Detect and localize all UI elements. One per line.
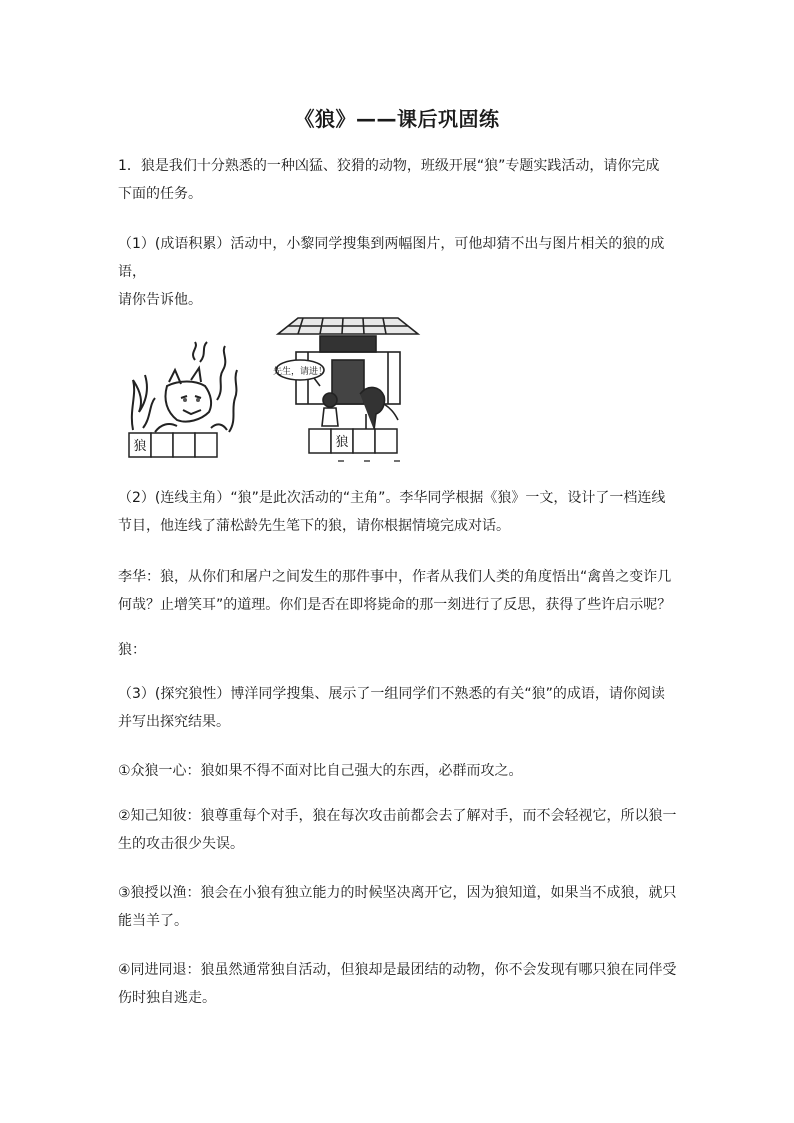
page-title: 《狼》——课后巩固练: [294, 107, 500, 131]
wolf-fire-illustration: [125, 340, 245, 465]
text-line: ④同进同退：狼虽然通常独自活动，但狼却是最团结的动物，你不会发现有哪只狼在同伴受: [118, 962, 677, 978]
text-line: 并写出探究结果。: [118, 714, 230, 730]
part-2-prompt: [118, 484, 678, 540]
idiom-cell-char: 狼: [335, 435, 349, 450]
lihua-dialogue: [118, 563, 678, 619]
text-line: ③狼授以渔：狼会在小狼有独立能力的时候坚决离开它，因为狼知道，如果当不成狼，就只: [118, 885, 677, 901]
text-line: 节目，他连线了蒲松龄先生笔下的狼，请你根据情境完成对话。: [118, 518, 510, 534]
wolf-house-illustration: [268, 308, 428, 466]
text-line: 伤时独自逃走。: [118, 990, 216, 1006]
text-line: （2）(连线主角）“狼”是此次活动的“主角”。李华同学根据《狼》一文，设计了一档连线: [118, 490, 666, 506]
idiom-item-1: [118, 757, 678, 785]
text-line: （3）(探究狼性）博洋同学搜集、展示了一组同学们不熟悉的有关“狼”的成语，请你阅读: [118, 686, 665, 702]
speech-bubble-text: 先生，请进！: [272, 367, 328, 377]
text-line: 下面的任务。: [118, 186, 202, 202]
text-line: 何哉？止增笑耳”的道理。你们是否在即将毙命的那一刻进行了反思，获得了些许启示呢？: [118, 597, 672, 613]
text-line: ①众狼一心：狼如果不得不面对比自己强大的东西，必群而攻之。: [118, 763, 523, 779]
question-1-intro: [118, 152, 678, 208]
part-3-prompt: [118, 680, 678, 736]
text-line: ②知己知彼：狼尊重每个对手，狼在每次攻击前都会去了解对手，而不会轻视它，所以狼一: [118, 808, 677, 824]
text-line: 生的攻击很少失误。: [118, 836, 244, 852]
text-line: 能当羊了。: [118, 913, 188, 929]
text-line: 1．狼是我们十分熟悉的一种凶猛、狡猾的动物，班级开展“狼”专题实践活动，请你完成: [118, 158, 660, 174]
idiom-item-3: [118, 879, 678, 935]
text-line: （1）(成语积累）活动中，小黎同学搜集到两幅图片，可他却猜不出与图片相关的狼的成语，: [118, 236, 665, 280]
part-1-prompt: [118, 230, 678, 314]
idiom-item-2: [118, 802, 678, 858]
idiom-item-4: [118, 956, 678, 1012]
text-line: 请你告诉他。: [118, 292, 202, 308]
idiom-cell-char: 狼: [133, 439, 147, 454]
wolf-answer-label: 狼：: [118, 642, 146, 658]
text-line: 李华：狼，从你们和屠户之间发生的那件事中，作者从我们人类的角度悟出“禽兽之变诈几: [118, 569, 672, 585]
